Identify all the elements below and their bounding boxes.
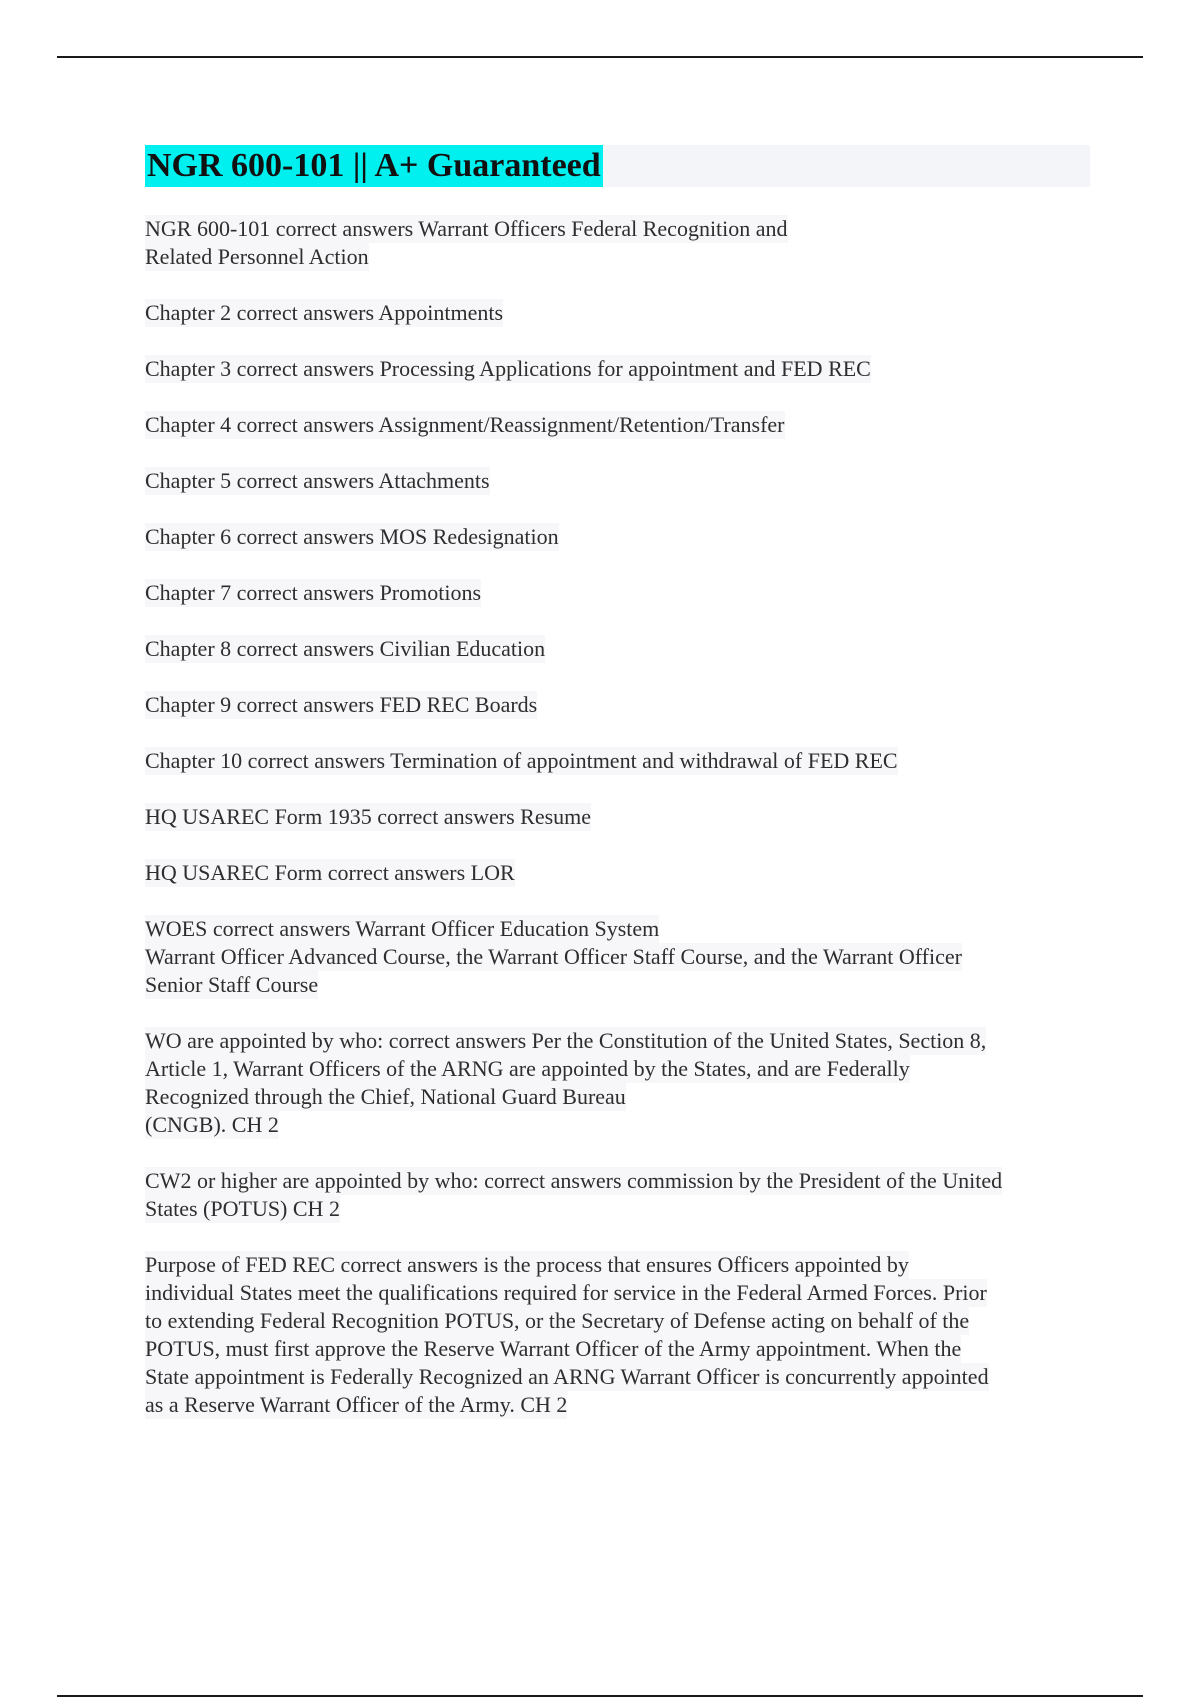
qa-entry-line: Purpose of FED REC correct answers is the process that ensures Officers appointed by (145, 1252, 909, 1277)
qa-entry-line: to extending Federal Recognition POTUS, or the Secretary of Defense acting on behalf of the (145, 1308, 970, 1333)
qa-entry-line: Recognized through the Chief, National Guard Bureau (145, 1084, 626, 1109)
qa-entry (145, 747, 1090, 775)
qa-entry-line: Senior Staff Course (145, 972, 319, 997)
qa-entry (145, 299, 1090, 327)
qa-entry (145, 1167, 1090, 1223)
qa-entry-line: (CNGB). CH 2 (145, 1112, 279, 1137)
qa-entry-line: Chapter 6 correct answers MOS Redesignation (145, 524, 559, 549)
qa-entry-line: POTUS, must first approve the Reserve Warrant Officer of the Army appointment. When the (145, 1336, 962, 1361)
qa-entry-line: Chapter 4 correct answers Assignment/Reassignment/Retention/Transfer (145, 412, 785, 437)
qa-entry-line: Chapter 10 correct answers Termination of appointment and withdrawal of FED REC (145, 748, 898, 773)
bottom-rule (57, 1695, 1143, 1697)
qa-entry (145, 355, 1090, 383)
document-body (145, 145, 1090, 1447)
qa-entry-line: WO are appointed by who: correct answers Per the Constitution of the United States, Section 8, (145, 1028, 987, 1053)
qa-entry (145, 915, 1090, 999)
qa-entry-line: Article 1, Warrant Officers of the ARNG are appointed by the States, and are Federally (145, 1056, 910, 1081)
qa-entry (145, 635, 1090, 663)
qa-entry-line: WOES correct answers Warrant Officer Education System (145, 916, 660, 941)
qa-entry (145, 467, 1090, 495)
qa-entry (145, 1027, 1090, 1139)
qa-list (145, 215, 1090, 1419)
qa-entry-line: Chapter 5 correct answers Attachments (145, 468, 490, 493)
qa-entry-line: NGR 600-101 correct answers Warrant Officers Federal Recognition and (145, 216, 788, 241)
qa-entry (145, 579, 1090, 607)
title-band (145, 145, 1090, 187)
qa-entry (145, 803, 1090, 831)
qa-entry (145, 1251, 1090, 1419)
qa-entry-line: Chapter 8 correct answers Civilian Education (145, 636, 546, 661)
top-rule (57, 56, 1143, 58)
qa-entry (145, 523, 1090, 551)
qa-entry (145, 411, 1090, 439)
qa-entry-line: individual States meet the qualifications required for service in the Federal Armed Forces. Prior (145, 1280, 987, 1305)
qa-entry-line: HQ USAREC Form 1935 correct answers Resume (145, 804, 592, 829)
document-title: NGR 600-101 || A+ Guaranteed (145, 145, 603, 187)
qa-entry-line: CW2 or higher are appointed by who: correct answers commission by the President of the United (145, 1168, 1003, 1193)
qa-entry-line: Chapter 7 correct answers Promotions (145, 580, 482, 605)
qa-entry-line: as a Reserve Warrant Officer of the Army. CH 2 (145, 1392, 568, 1417)
qa-entry-line: Warrant Officer Advanced Course, the Warrant Officer Staff Course, and the Warrant Officer (145, 944, 962, 969)
qa-entry-line: Related Personnel Action (145, 244, 369, 269)
qa-entry (145, 691, 1090, 719)
qa-entry-line: Chapter 2 correct answers Appointments (145, 300, 504, 325)
qa-entry (145, 859, 1090, 887)
qa-entry-line: State appointment is Federally Recognized an ARNG Warrant Officer is concurrently appointed (145, 1364, 989, 1389)
qa-entry-line: HQ USAREC Form correct answers LOR (145, 860, 515, 885)
qa-entry (145, 215, 1090, 271)
qa-entry-line: Chapter 9 correct answers FED REC Boards (145, 692, 538, 717)
qa-entry-line: Chapter 3 correct answers Processing Applications for appointment and FED REC (145, 356, 871, 381)
qa-entry-line: States (POTUS) CH 2 (145, 1196, 340, 1221)
